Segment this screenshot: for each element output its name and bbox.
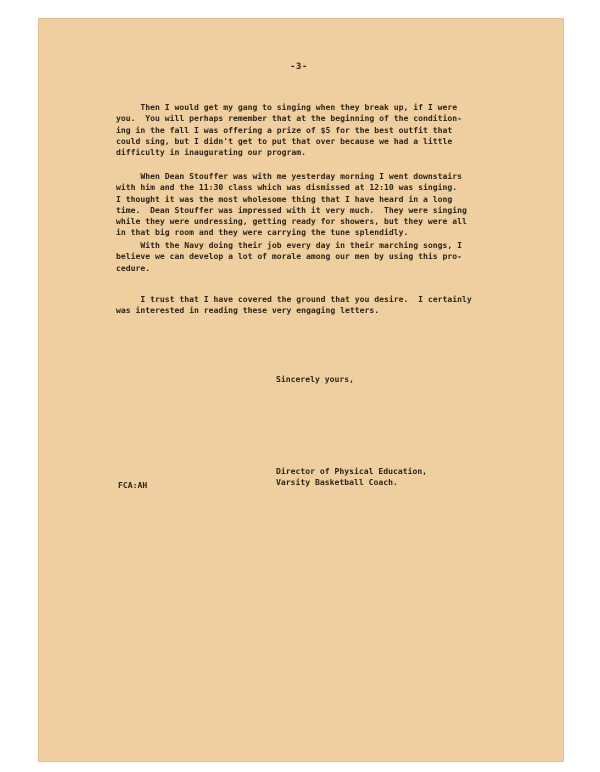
text-line: with him and the 11:30 class which was dismissed at 12:10 was singing.	[116, 182, 458, 193]
paragraph-4	[116, 294, 511, 317]
page-number: -3-	[290, 62, 308, 72]
paragraph-2	[116, 171, 511, 239]
text-line: cedure.	[116, 262, 151, 273]
text-line: I trust that I have covered the ground that you desire. I certainly	[116, 294, 472, 304]
text-line: I thought it was the most wholesome thing that I have heard in a long	[116, 193, 453, 204]
signature-title-line-1: Director of Physical Education,	[276, 466, 428, 476]
text-line: while they were undressing, getting ready for showers, but they were all	[116, 216, 467, 227]
text-line: When Dean Stouffer was with me yesterday morning I went downstairs	[116, 171, 462, 181]
text-line: With the Navy doing their job every day in their marching songs, I	[116, 240, 462, 250]
text-line: you. You will perhaps remember that at the beginning of the condition-	[116, 113, 462, 124]
text-line: believe we can develop a lot of morale among our men by using this pro-	[116, 251, 462, 262]
signature-title-line-2: Varsity Basketball Coach.	[276, 477, 398, 488]
text-line: difficulty in inaugurating our program.	[116, 147, 307, 158]
text-line: time. Dean Stouffer was impressed with it very much. They were singing	[116, 204, 467, 215]
text-line: was interested in reading these very engaging letters.	[116, 305, 380, 316]
closing: Sincerely yours,	[276, 374, 354, 384]
typist-initials: FCA:AH	[118, 480, 148, 490]
text-line: in that big room and they were carrying the tune splendidly.	[116, 227, 409, 238]
text-line: Then I would get my gang to singing when they break up, if I were	[116, 102, 458, 112]
text-line: could sing, but I didn't get to put that over because we had a little	[116, 135, 453, 146]
signature-block	[276, 466, 427, 489]
letter-page	[38, 18, 564, 762]
paragraph-3	[116, 240, 511, 274]
text-line: ing in the fall I was offering a prize of $5 for the best outfit that	[116, 124, 453, 135]
paragraph-1	[116, 102, 511, 158]
